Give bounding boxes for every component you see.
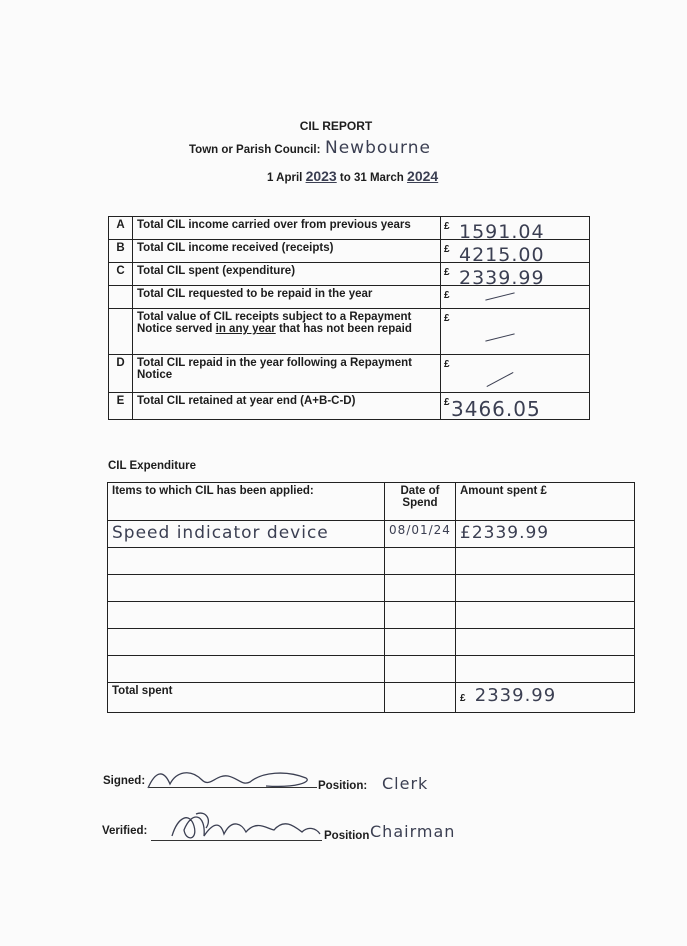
total-label: Total spent [108,683,385,713]
currency-symbol: £ [444,221,450,232]
expenditure-row [108,521,635,548]
row-amount [441,355,590,393]
row-label: Total CIL repaid in the year following a Repayment Notice [133,355,441,393]
amount-value: 1591.04 [459,221,545,243]
row-letter: E [109,393,133,420]
total-value: 2339.99 [474,685,557,706]
amount-cell: £2339.99 [456,521,635,548]
verified-position-label: Position [324,830,370,842]
row-label: Total CIL spent (expenditure) [133,263,441,286]
verified-position: Chairman [370,822,456,841]
date-cell: 08/01/24 [385,521,456,548]
expenditure-table [107,482,635,713]
header-items: Items to which CIL has been applied: [108,483,385,521]
row-letter [109,309,133,355]
dash-mark [487,372,514,387]
currency-symbol: £ [460,693,466,704]
council-name: Newbourne [325,138,431,158]
expenditure-row [108,602,635,629]
label-part1: Total value of CIL receipts subject to a Repayment Notice served [137,311,412,335]
row-letter: C [109,263,133,286]
cil-summary-table [108,216,590,420]
row-amount [441,240,590,266]
header-date: Date of Spend [385,483,456,521]
signed-position: Clerk [382,774,429,793]
signed-position-label: Position: [318,780,368,792]
dash-mark [485,333,514,341]
row-amount [441,393,590,420]
verified-label: Verified: [102,825,148,837]
expenditure-row [108,629,635,656]
row-letter: A [109,217,133,240]
header-amount: Amount spent £ [456,483,635,521]
expenditure-header-row [108,483,635,521]
row-label: Total CIL retained at year end (A+B-C-D) [133,393,441,420]
period-end: 2024 [407,168,439,184]
currency-symbol: £ [444,267,450,278]
expenditure-title: CIL Expenditure [108,460,196,472]
row-label: Total CIL income received (receipts) [133,240,441,263]
row-letter: B [109,240,133,263]
row-amount [441,286,590,309]
period-prefix: 1 April [267,172,303,184]
council-label: Town or Parish Council: [189,144,321,156]
currency-symbol: £ [444,397,450,408]
amount-value: 4215.00 [459,244,545,266]
total-row [108,683,635,713]
row-amount [441,217,590,243]
currency-symbol: £ [444,313,450,324]
currency-symbol: £ [444,359,450,370]
summary-row-repayment-notice [109,309,590,355]
row-amount [441,263,590,289]
amount-value: 3466.05 [451,397,541,421]
row-label: Total CIL income carried over from previous years [133,217,441,240]
total-amount [456,683,635,713]
summary-row-a [109,217,590,240]
expenditure-row [108,575,635,602]
dash-mark [485,292,514,300]
row-letter [109,286,133,309]
summary-row-repaid-requested [109,286,590,309]
expenditure-row [108,656,635,683]
clerk-signature [146,766,316,792]
signed-label: Signed: [103,775,146,787]
period-start: 2023 [305,168,337,184]
row-amount [441,309,590,355]
row-letter: D [109,355,133,393]
label-part2: that has not been repaid [278,323,412,335]
row-label: Total CIL requested to be repaid in the year [133,286,441,309]
expenditure-row [108,548,635,575]
summary-row-b [109,240,590,263]
chairman-signature [166,806,326,846]
amount-value: 2339.99 [459,267,545,289]
reporting-period [267,168,438,184]
period-mid: to 31 March [339,172,404,184]
report-title: CIL REPORT [299,119,373,133]
currency-symbol: £ [444,244,450,255]
currency-symbol: £ [444,290,450,301]
summary-row-d [109,355,590,393]
row-label [133,309,441,355]
item-cell: Speed indicator device [108,521,385,548]
summary-row-c [109,263,590,286]
label-underlined: in any year [215,323,276,335]
summary-row-e [109,393,590,420]
